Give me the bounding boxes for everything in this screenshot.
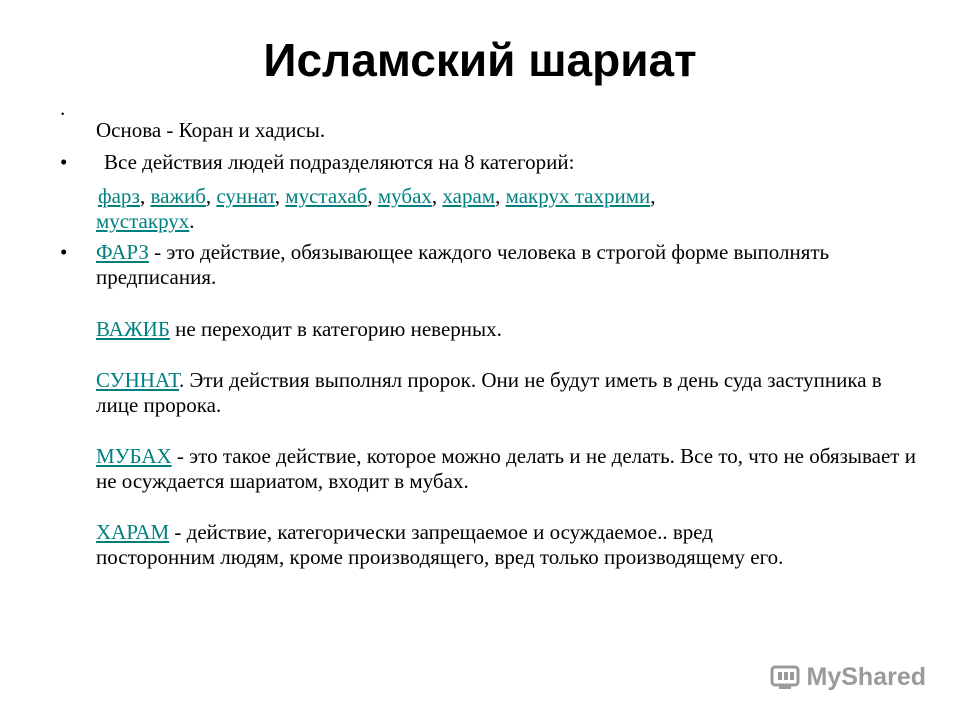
link-mubah-upper[interactable]: МУБАХ [96, 444, 172, 468]
link-haram[interactable]: харам [442, 184, 496, 208]
basis-text: Основа - Коран и хадисы. [96, 118, 326, 142]
link-sunnat[interactable]: суннат [216, 184, 275, 208]
bullet: • [60, 150, 68, 174]
sunnat-text: . Эти действия выполнял пророк. Они не будут иметь в день суда заступника в лице пророка. [96, 368, 882, 417]
vazhib-text: не переходит в категорию неверных. [169, 317, 502, 341]
bullet: • [60, 240, 68, 264]
link-sunnat-upper[interactable]: СУННАТ [96, 368, 179, 392]
link-vazhib-upper[interactable]: ВАЖИБ [96, 317, 170, 341]
link-haram-upper[interactable]: ХАРАМ [96, 520, 170, 544]
vazhib-paragraph [96, 317, 916, 342]
link-farz-upper[interactable]: ФАРЗ [96, 240, 149, 264]
link-mustahab[interactable]: мустахаб [285, 184, 368, 208]
mubah-paragraph [96, 444, 916, 494]
link-farz[interactable]: фарз [98, 184, 140, 208]
categories-intro: Все действия людей подразделяются на 8 категорий: [104, 150, 575, 174]
sunnat-paragraph [96, 368, 916, 418]
list-end: . [189, 209, 195, 233]
farz-paragraph [96, 240, 916, 290]
link-makruh-tahrimi[interactable]: макрух тахрими [505, 184, 651, 208]
bullet-dot: . [60, 96, 66, 120]
logo-text: MyShared [806, 662, 926, 691]
mubah-text: - это такое действие, которое можно делать и не делать. Все то, что не обязывает и не осуждается шариатом, входит в мубах. [96, 444, 916, 493]
link-vazhib[interactable]: важиб [150, 184, 206, 208]
myshared-logo[interactable] [769, 662, 926, 692]
link-mustakruh[interactable]: мустакрух [96, 209, 190, 233]
link-mubah[interactable]: мубах [377, 184, 432, 208]
haram-text: - действие, категорически запрещаемое и осуждаемое.. вред посторонним людям, кроме производящего, вред только производящему его. [96, 520, 784, 569]
myshared-logo-icon [769, 662, 803, 692]
categories-list: фарз, важиб, суннат, мустахаб, мубах, харам, макрух тахрими, мустакрух. [96, 184, 656, 233]
farz-text: - это действие, обязывающее каждого человека в строгой форме выполнять предписания. [96, 240, 830, 289]
haram-paragraph [96, 520, 816, 570]
slide-title: Исламский шариат [263, 34, 697, 86]
